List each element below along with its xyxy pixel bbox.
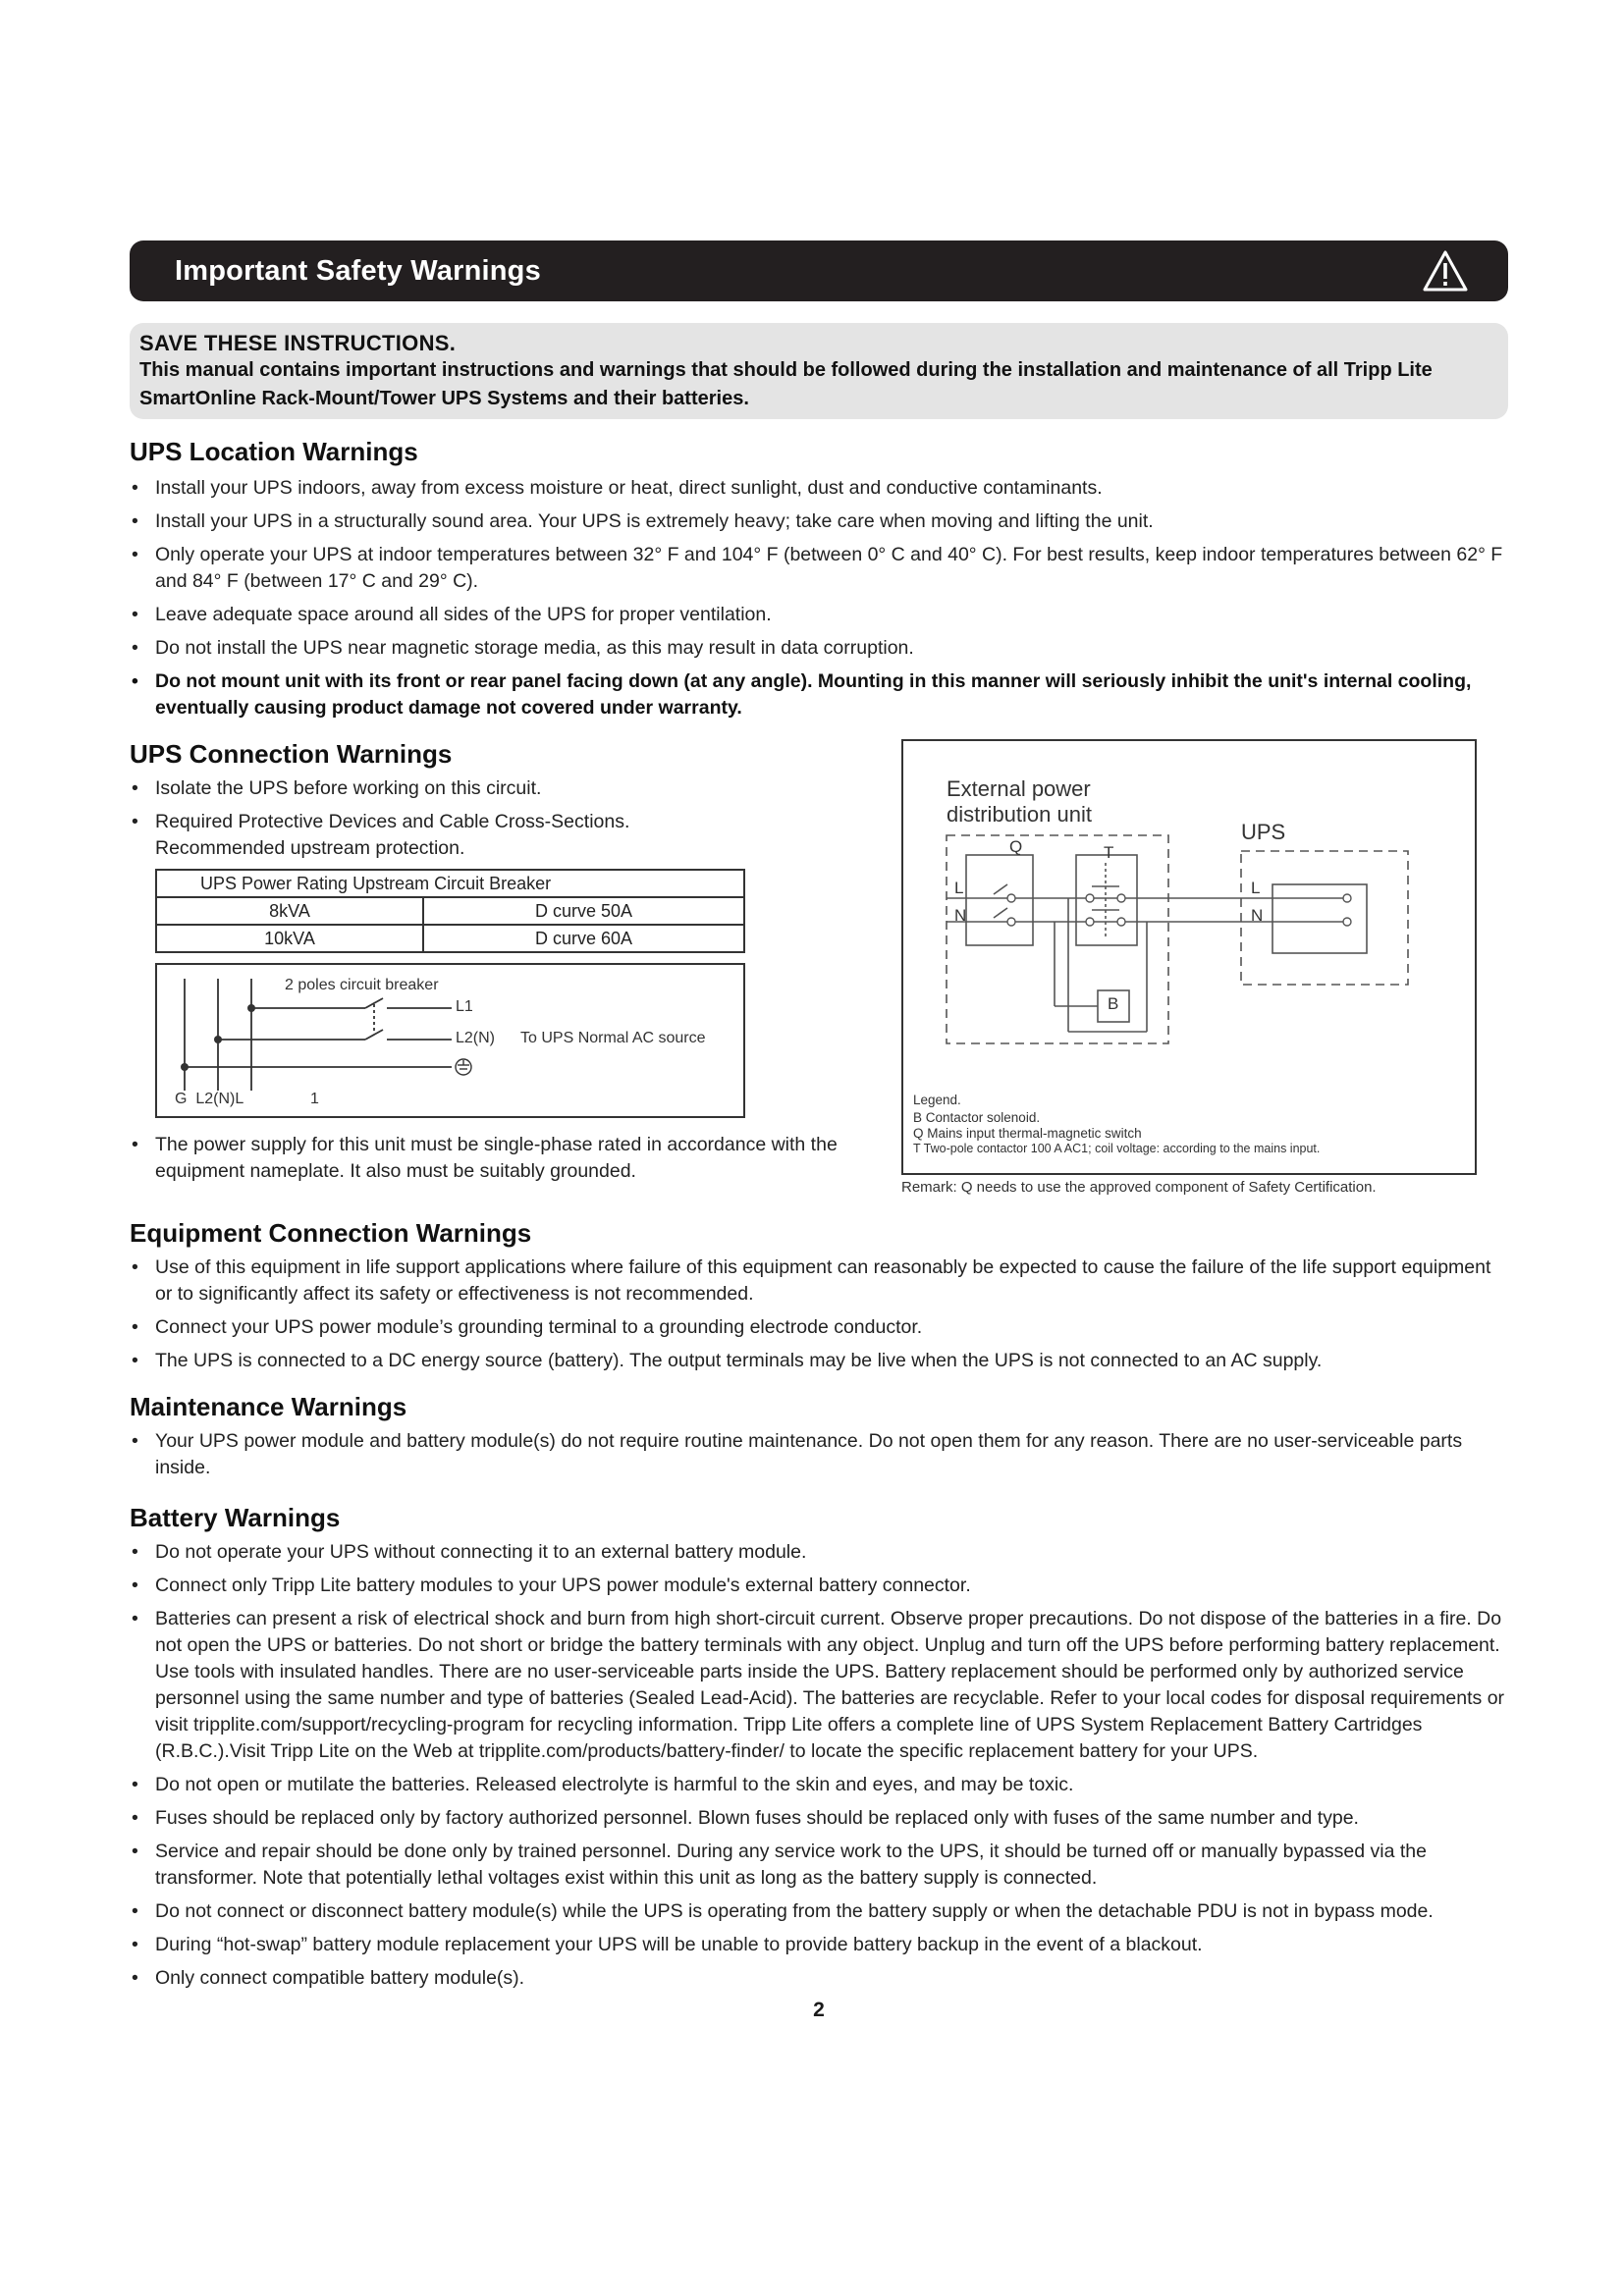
table-row [156,897,744,925]
list-item: • Install your UPS in a structurally sound area. Your UPS is extremely heavy; take care when moving and lifting the unit. [130,508,1508,535]
battery-heading: Battery Warnings [130,1503,341,1532]
page [130,240,1508,2022]
list-item: • Do not open or mutilate the batteries. Released electrolyte is harmful to the skin and eyes, and may be toxic. [130,1772,1508,1798]
table-cell: 10kVA [156,925,423,952]
legend-q: Q Mains input thermal-magnetic switch [913,1126,1142,1141]
list-item: • Leave adequate space around all sides of the UPS for proper ventilation. [130,602,1508,628]
list-item: • The UPS is connected to a DC energy source (battery). The output terminals may be live when the UPS is not connected to an AC supply. [130,1348,1508,1374]
connection-section [130,739,1508,1210]
power-distribution-diagram [901,739,1477,1175]
ext-title-line-2: distribution unit [947,802,1092,827]
breaker-table [155,869,745,953]
table-header: UPS Power Rating Upstream Circuit Breaker [156,870,744,897]
l2n-label: L2(N) [456,1030,496,1046]
maintenance-section [130,1392,1508,1481]
title-bar [130,240,1508,301]
bottom-labels: G L2(N)L [175,1091,244,1107]
connection-heading: UPS Connection Warnings [130,739,453,769]
table-cell: D curve 60A [423,925,744,952]
ext-title-line-1: External power [947,776,1091,801]
equipment-section [130,1218,1508,1374]
list-item: • Do not mount unit with its front or rear panel facing down (at any angle). Mounting in this manner will seriously inhibit the unit's internal cooling, eventually causing product damage not covered under warranty. [130,668,1508,721]
list-item: • Your UPS power module and battery module(s) do not require routine maintenance. Do not open them for any reason. There are no user-serviceable parts inside. [130,1428,1508,1481]
ups-l-label: L [1251,879,1261,897]
list-item: • Fuses should be replaced only by factory authorized personnel. Blown fuses should be replaced only with fuses of the same number and type. [130,1805,1508,1832]
connection-left-column [130,739,866,1192]
battery-list [130,1539,1508,1992]
list-item: • Isolate the UPS before working on this circuit. [130,775,866,802]
l1-label: L1 [456,998,473,1015]
save-title: SAVE THESE INSTRUCTIONS. [139,331,457,355]
page-number: 2 [813,1999,825,2021]
maintenance-list [130,1428,1508,1481]
maintenance-heading: Maintenance Warnings [130,1392,407,1421]
connection-list [130,775,866,862]
table-cell: 8kVA [156,897,423,925]
save-text: This manual contains important instructions and warnings that should be followed during the installation and maintenance of all Tripp Lite SmartOnline Rack-Mount/Tower UPS Systems and their batteries. [139,359,1433,409]
save-instructions-box [130,323,1508,419]
table-cell: D curve 50A [423,897,744,925]
list-item: • Batteries can present a risk of electrical shock and burn from high short-circuit current. Observe proper precautions. Do not dispose of the batteries in a fire. Do not open the UPS or batteries. Do not short or bridge the battery terminals with any object. Unplug and turn off the UPS before performing battery replacement. Use tools with insulated handles. There are no user-serviceable parts inside the UPS. Battery replacement should be performed only by authorized service personnel using the same number and type of batteries (Sealed Lead-Acid). The batteries are recyclable. Refer to your local codes for disposal requirements or visit tripplite.com/support/recycling-program for recycling information. Tripp Lite offers a complete line of UPS System Replacement Battery Cartridges (R.B.C.).Visit Tripp Lite on the Web at tripplite.com/products/battery-finder/ to locate the specific replacement battery for your UPS. [130,1606,1508,1765]
list-item: • Service and repair should be done only by trained personnel. During any service work to the UPS, it should be turned off or manually bypassed via the transformer. Note that potentially lethal voltages exist within this unit as long as the battery supply is connected. [130,1839,1508,1892]
warning-triangle-icon [1422,249,1469,293]
list-item: • Install your UPS indoors, away from excess moisture or heat, direct sunlight, dust and conductive contaminants. [130,475,1508,502]
to-ups-label: To UPS Normal AC source [520,1030,706,1046]
breaker-wiring-diagram [155,963,745,1118]
t-label: T [1104,843,1114,862]
ups-label: UPS [1241,820,1286,844]
list-item: • The power supply for this unit must be single-phase rated in accordance with the equipment nameplate. It also must be suitably grounded. [130,1132,866,1185]
n-label: N [954,906,967,925]
equipment-heading: Equipment Connection Warnings [130,1218,532,1248]
list-item: • Connect only Tripp Lite battery modules to your UPS power module's external battery connector. [130,1573,1508,1599]
q-label: Q [1009,837,1023,856]
list-item: • Do not connect or disconnect battery module(s) while the UPS is operating from the battery supply or when the detachable PDU is not in bypass mode. [130,1898,1508,1925]
breaker-label: 2 poles circuit breaker [285,977,439,993]
page-title: Important Safety Warnings [175,254,541,287]
one-label: 1 [310,1091,319,1107]
b-label: B [1108,994,1119,1013]
location-section [130,437,1508,721]
ground-icon [456,1059,471,1075]
legend-t: T Two-pole contactor 100 A AC1; coil voltage: according to the mains input. [913,1142,1321,1155]
list-item: • During “hot-swap” battery module replacement your UPS will be unable to provide battery backup in the event of a blackout. [130,1932,1508,1958]
connection-list-after [130,1132,866,1185]
legend-b: B Contactor solenoid. [913,1110,1041,1125]
ups-n-label: N [1251,906,1264,925]
list-item: • Use of this equipment in life support applications where failure of this equipment can reasonably be expected to cause the failure of the life support equipment or to significantly affect its safety or effectiveness is not recommended. [130,1255,1508,1308]
list-item: • Only connect compatible battery module(s). [130,1965,1508,1992]
list-item: • Connect your UPS power module’s grounding terminal to a grounding electrode conductor. [130,1314,1508,1341]
legend-title: Legend. [913,1093,961,1107]
l-label: L [954,879,964,897]
equipment-list [130,1255,1508,1374]
table-row [156,870,744,897]
location-list [130,475,1508,721]
diagram-remark: Remark: Q needs to use the approved component of Safety Certification. [901,1179,1377,1196]
list-item: • Only operate your UPS at indoor temperatures between 32° F and 104° F (between 0° C and 40° C). For best results, keep indoor temperatures between 62° F and 84° F (between 17° C and 29° C). [130,542,1508,595]
list-item: • Do not operate your UPS without connecting it to an external battery module. [130,1539,1508,1566]
list-item: • Do not install the UPS near magnetic storage media, as this may result in data corruption. [130,635,1508,662]
table-row [156,925,744,952]
list-item: • Required Protective Devices and Cable Cross-Sections. Recommended upstream protection. [130,809,705,862]
location-heading: UPS Location Warnings [130,437,418,466]
battery-section [130,1503,1508,1992]
